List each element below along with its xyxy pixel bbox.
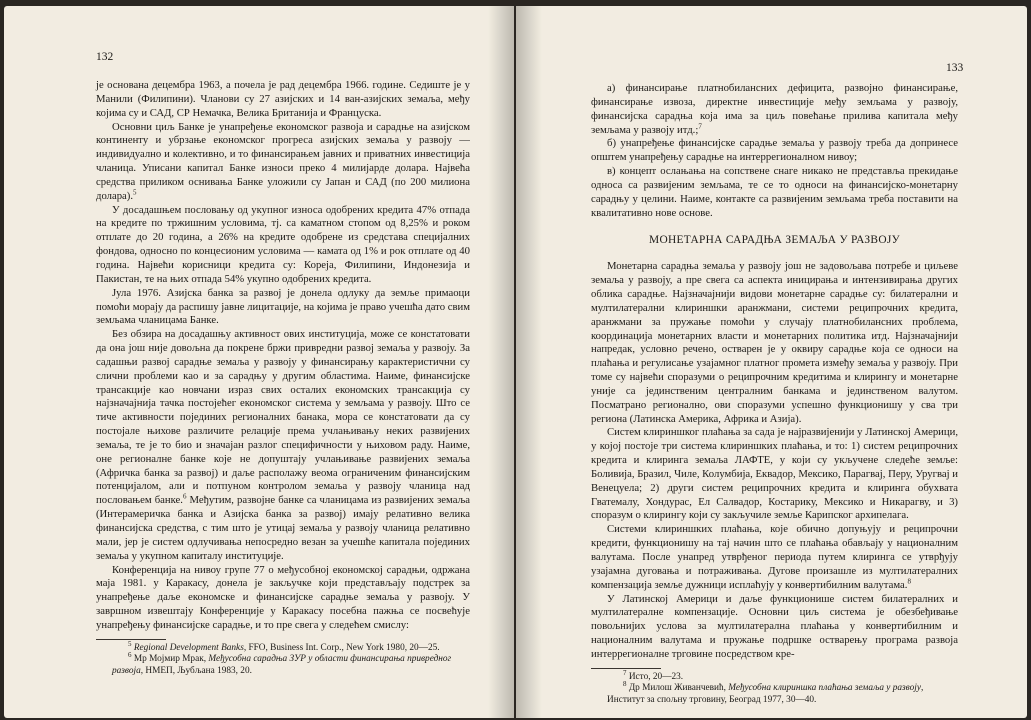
footnote-author: Др Милош Живанчевић,	[628, 683, 729, 694]
paragraph: Систем клириншког плаћања за сада је најразвијенији у Латинској Америци, у којој постоје три система клириншких плаћања, и то: 1) систем реципрочних кредита и клиринга земаља ЛАФТЕ, у који су укључене следеће земље: Боливија, Бразил, Чиле, Колумбија, Еквадор, Мексико, Парагвај, Перу, Уругвај и Венецуела; 2) други систем реципрочних кредита и клиринга обухвата Гватемалу, Хондурас, Ел Салвадор, Костарику, Мексико и Никарагву, и 3) споразум о клирингу који су закључиле земље Карипског архипелага.	[591, 426, 958, 522]
footnote	[591, 668, 958, 684]
gutter-shadow-right	[516, 6, 542, 718]
footnote-number: 5	[128, 639, 132, 648]
footnote-text: Исто, 20—23.	[628, 671, 684, 682]
footnote-title: Међусобна сарадња ЗУР у области финансирања привредног развоја	[112, 654, 452, 676]
section-heading: МОНЕТАРНА САРАДЊА ЗЕМАЉА У РАЗВОЈУ	[649, 234, 900, 247]
paragraph-text: Основни циљ Банке је унапређење економског развоја и сарадње на азијском континенту и убрзање економског прогреса азијских земаља у развоју — индивидуално и колективно, и то финансирањем јавних и приватних инвестиција чланица. Уписани капитал Банке износи преко 4 милијарде долара. Највећа средства приликом оснивања Банке уложили су Јапан и САД (по 200 милиона долара).	[96, 120, 470, 202]
footnote-title: Regional Development Banks	[133, 642, 244, 653]
footnote-number: 8	[623, 680, 627, 689]
paragraph: У досадашњем пословању од укупног износа одобрених кредита 47% отпада на кредите по тржишним условима, тј. са каматном стопом од 8,25% и роком отплате до 20 година, а 26% на кредите одобрене из средстава специјалних фондова, односно по концесионим условима — камата од 1% и рок отплате од 40 година. Највећи корисници кредита су: Кореја, Филипини, Индонезија и Пакистан, те на њих отпада 54% укупно одобрених кредита.	[96, 203, 470, 285]
right-page	[516, 6, 1027, 718]
paragraph: Јула 1976. Азијска банка за развој је донела одлуку да земље примаоци помоћи морају да распишу јавне лицитације, на којима је право учешћа дато свим земљама чланицама Банке.	[96, 286, 470, 327]
paragraph: је основана децембра 1963, а почела је рад децембра 1966. године. Седиште је у Манили (Филипини). Чланови су 27 азијских и 14 ван-азијских земаља, међу којима су и САД, СР Немачка, Велика Британија и Француска.	[96, 79, 470, 119]
footnote-marker: 5	[133, 188, 137, 197]
list-item: в) концепт ослањања на сопствене снаге никако не представља прекидање односа са развијеним земљама, те се то односи на финансијско-монетарну сарадњу у целини. Наиме, контакте са развијеним земљама треба поставити на квалитативно нове основе.	[591, 165, 958, 219]
footnote-number: 6	[128, 651, 132, 660]
footnote-text: , НМЕП, Љубљана 1983, 20.	[140, 665, 252, 676]
footnote-marker: 8	[907, 577, 911, 586]
paragraph-text: Без обзира на досадашњу активност ових институција, може се констатовати да она још није довољна да покрене бржи привредни развој земаља у развоју. За садашњи развој сарадње земаља у развоју у финансирању карактеристични су слични проблеми као и за сарадњу у другим областима. Наиме, финансијске трансакције као новчани израз свих осталих економских трансакција су најзначајнија тачка постојећег економског система у земљама у развоју. Што се тиче активности појединих регионалних банака, мора се констатовати да су постојале њихове различите релације према учлањивању неких развијених земаља, те је то био и значајан разлог специфичности у њиховом раду. Наиме, оне регионалне банке које не допуштају учлањивање развијених земаља (Афричка банка за развој) и даље располажу веома ограниченим финансијским потенцијалом, али и потпуном контролом земаља у развоју чланица над пословањем банке.	[96, 328, 470, 507]
paragraph: У Латинској Америци и даље функционише систем билатералних и мултилатералне компензације. Основни циљ система је обезбеђивање повољнијих услова за мултилатерална плаћања у конвертибилним и националним валутама и пружање подршке остварењу програма развоја интеррегионалне трговине посредством кре-	[591, 592, 958, 660]
footnote-author: Мр Мојмир Мрак,	[133, 654, 209, 665]
paragraph	[96, 121, 470, 204]
left-page-body	[96, 79, 470, 678]
paragraph-text: Системи клириншких плаћања, које обично допуњују и реципрочни кредити, функционишу на тај начин што се плаћања обављају у националним валутама. После унапред утврђеног периода путем клиринга се утврђују узајамна дуговања и потраживања. Дугове произашле из мултилатералних компензација земље дужници исплаћују у конвертибилним валутама.	[591, 523, 958, 591]
footnote	[591, 680, 958, 706]
footnote	[96, 639, 470, 655]
right-page-body	[591, 82, 958, 707]
page-number-right: 133	[946, 62, 964, 74]
paragraph	[96, 328, 470, 563]
footnote-text: , FFO, Business Int. Corp., New York 1980, 20—25.	[243, 642, 440, 653]
left-page	[4, 6, 514, 718]
footnote-number: 7	[623, 668, 627, 677]
paragraph: Конференција на нивоу групе 77 о међусобној економској сарадњи, одржана маја 1981. у Каракасу, донела је закључке који представљају подстрек за унапређење даље економске и финансијске сарадње земаља у развоју. У завршном извештају Конференције у Каракасу посебна пажња се посвећује унапређењу финансијске сарадње, и то пре свега у следећем смислу:	[96, 563, 470, 631]
footnote-title: Међусобна клириншка плаћања земаља у развоју	[728, 683, 921, 694]
footnote-marker: 7	[698, 121, 702, 130]
paragraph	[591, 523, 958, 592]
list-item	[591, 82, 958, 137]
footnote	[96, 651, 470, 677]
footnote-text: , Институт за спољну трговину, Београд 1977, 30—40.	[607, 683, 924, 705]
paragraph-text: Међутим, развојне банке са чланицама из развијених земаља (Интерамеричка банка и Азијска банка за развој) имају релативно велика финансијска средства, с тим што је утицај земаља у развоју чланица релативно мали, јер је систем одлучивања непосредно везан за учешће капитала појединих земаља у укупном капиталу институције.	[96, 494, 470, 562]
page-number-left: 132	[96, 51, 114, 63]
paragraph: Монетарна сарадња земаља у развоју још не задовољава потребе и циљеве земаља у развоју, а пре свега са аспекта иницирања и интензивирања других облика сарадње. Најзначајнији видови монетарне сарадње су: билатерални и мултилатерални клириншки аранжмани, системи реципрочних кредита, аранжмани за пружање помоћи у случају платнобилансних проблема, координација монетарних власти и монетарних политика итд. Најзначајнији напредак, условно речено, остварен је у оквиру сарадње која се односи на плаћања и регулисање узајамног платног промета између земаља у развоју. При томе су највећи споразуми о реципрочним кредитима и клирингу и монетарне уније са јединственим централним банкама и јединственом валутом. Посматрано регионално, ови споразуми успешно функционишу у сва три региона (Латинска Америка, Африка и Азија).	[591, 260, 958, 425]
list-item-text: а) финансирање платнобилансних дефицита, развојно финансирање, финансирање извоза, директне инвестиције међу земљама у развоју, финансијска сарадња која има за циљ повећање прилива капитала међу земљама у развоју итд.;	[591, 82, 958, 136]
footnote-marker: 6	[182, 492, 187, 501]
gutter-shadow-left	[488, 6, 514, 718]
list-item: б) унапређење финансијске сарадње земаља у развоју треба да допринесе општем унапређењу сарадње на интеррегионалном нивоу;	[591, 137, 958, 164]
